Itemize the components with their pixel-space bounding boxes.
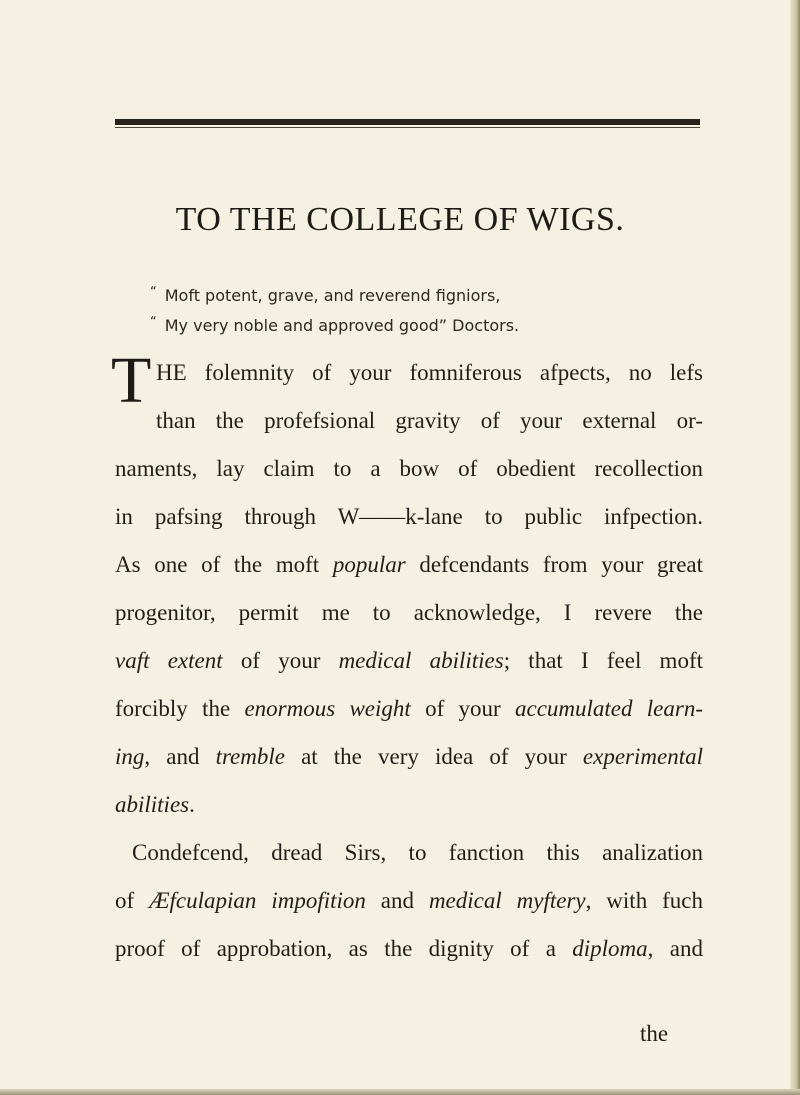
text-run: of your <box>222 648 339 673</box>
text-run: of <box>115 888 150 913</box>
text-line-9 <box>115 741 703 773</box>
header-rule-thin <box>115 127 700 128</box>
italic-run: ing <box>115 744 145 769</box>
page-edge <box>790 0 800 1095</box>
text-run: As one of the moft <box>115 552 333 577</box>
page-title: TO THE COLLEGE OF WIGS. <box>175 201 625 238</box>
italic-run: tremble <box>215 744 285 769</box>
italic-run: diploma <box>572 936 648 961</box>
text-line-12 <box>115 885 703 917</box>
text-line-4: in pafsing through W——k-lane to public infpection. <box>115 504 703 529</box>
text-run: , and <box>144 744 216 769</box>
header-rule <box>115 119 700 125</box>
text-run: forcibly the <box>115 696 245 721</box>
text-line-13 <box>115 933 703 965</box>
text-run: proof of approbation, as the dignity of a <box>115 936 573 961</box>
text-run: defcendants from your great <box>405 552 703 577</box>
text-line-3: naments, lay claim to a bow of obedient recollection <box>115 456 703 481</box>
drop-cap: T <box>111 344 152 417</box>
italic-run: medical myftery <box>428 888 586 913</box>
text-line-1: HE folemnity of your fomniferous afpects, no lefs <box>156 360 703 385</box>
text-line-2: than the profefsional gravity of your external or- <box>156 408 703 433</box>
italic-run: medical abilities <box>338 648 504 673</box>
text-run: , with fuch <box>585 888 703 913</box>
text-run: ; that I feel moft <box>503 648 703 673</box>
text-run: of your <box>410 696 515 721</box>
text-line-7 <box>115 645 703 677</box>
page-edge-bottom <box>0 1089 800 1095</box>
italic-run: abilities <box>115 792 190 817</box>
italic-run: experimental <box>582 744 703 769</box>
text-line-6: progenitor, permit me to acknowledge, I revere the <box>115 600 703 625</box>
catchword: the <box>640 1021 669 1046</box>
italic-run: popular <box>332 552 406 577</box>
epigraph-line-2 <box>150 312 519 337</box>
italic-run: Æfculapian impofition <box>149 888 366 913</box>
epigraph-line-1 <box>150 282 500 307</box>
italic-run: enormous weight <box>244 696 411 721</box>
text-run: at the very idea of your <box>284 744 583 769</box>
text-line-11: Condefcend, dread Sirs, to fanction this analization <box>132 840 703 865</box>
text-line-8 <box>115 693 703 725</box>
epigraph-text: My very noble and approved good” Doctors. <box>164 316 520 335</box>
epigraph-quote-mark: “ <box>150 285 157 300</box>
text-run: . <box>189 792 195 817</box>
epigraph-quote-mark: “ <box>150 315 157 330</box>
italic-run: vaft extent <box>115 648 223 673</box>
text-line-10 <box>115 789 195 821</box>
epigraph-text: Moft potent, grave, and reverend figniors, <box>164 286 501 305</box>
text-run: and <box>365 888 429 913</box>
italic-run: accumulated learn- <box>514 696 703 721</box>
text-run: , and <box>647 936 703 961</box>
text-line-5 <box>115 549 703 581</box>
